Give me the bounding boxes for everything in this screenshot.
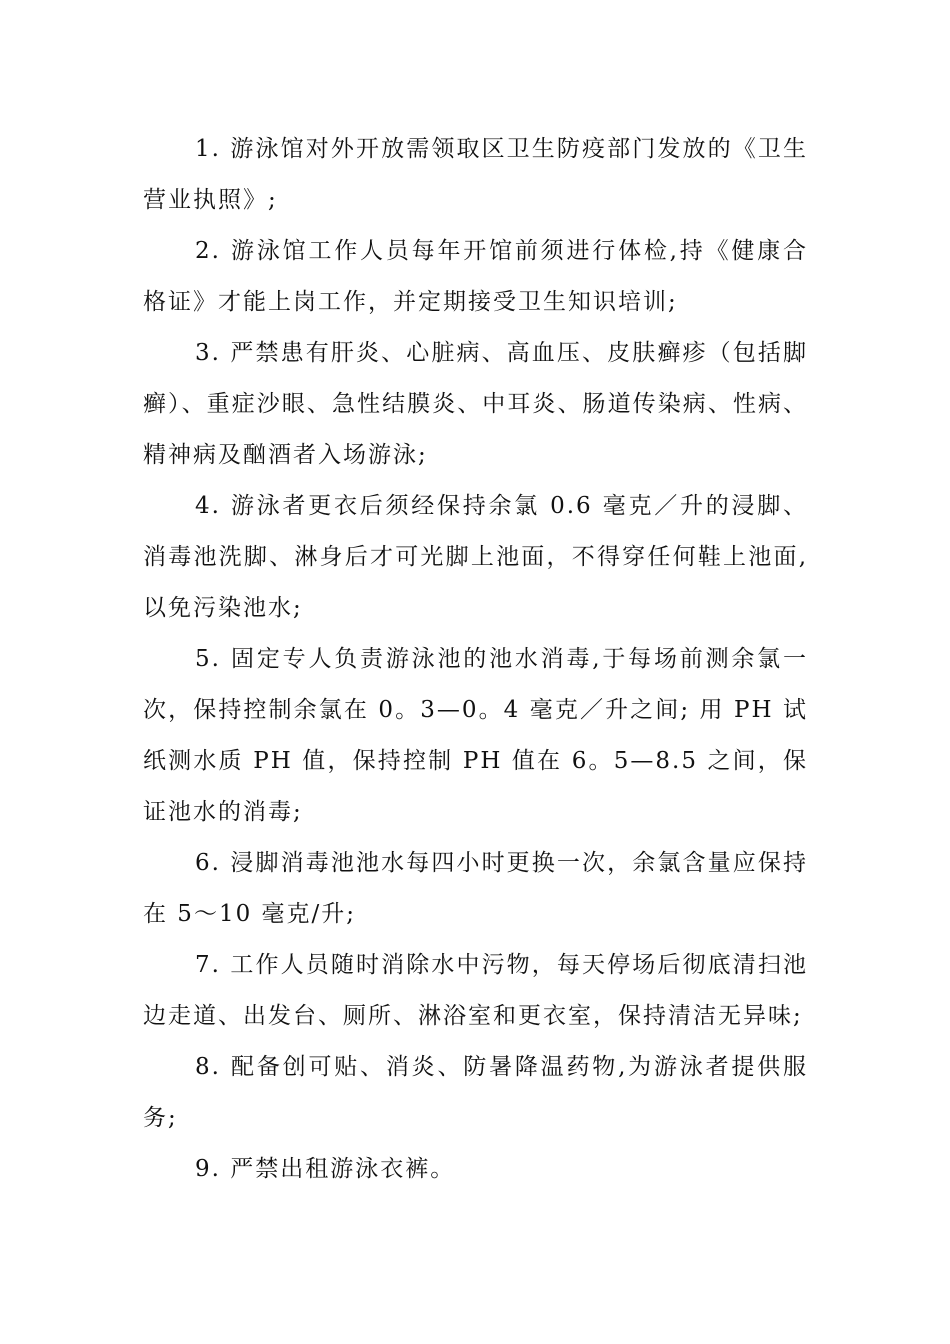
- regulation-item-7: 7. 工作人员随时消除水中污物，每天停场后彻底清扫池边走道、出发台、厕所、淋浴室和更衣室，保持清洁无异味;: [143, 952, 808, 1029]
- regulation-item-4: 4. 游泳者更衣后须经保持余氯 0.6 毫克／升的浸脚、消毒池洗脚、淋身后才可光脚上池面，不得穿任何鞋上池面,以免污染池水;: [143, 493, 808, 621]
- regulation-item-2: 2. 游泳馆工作人员每年开馆前须进行体检,持《健康合格证》才能上岗工作，并定期接受卫生知识培训;: [143, 238, 808, 315]
- regulation-item-3: 3. 严禁患有肝炎、心脏病、高血压、皮肤癣疹（包括脚癣）、重症沙眼、急性结膜炎、中耳炎、肠道传染病、性病、精神病及酗酒者入场游泳;: [143, 340, 808, 468]
- regulation-item-5: 5. 固定专人负责游泳池的池水消毒,于每场前测余氯一次，保持控制余氯在 0。3—0。4 毫克／升之间; 用 PH 试纸测水质 PH 值，保持控制 PH 值在 6。5—8.5 之间，保证池水的消毒;: [143, 646, 808, 825]
- regulation-item-9: 9. 严禁出租游泳衣裤。: [195, 1156, 456, 1182]
- regulation-item-8: 8. 配备创可贴、消炎、防暑降温药物,为游泳者提供服务;: [143, 1054, 808, 1131]
- regulation-item-6: 6. 浸脚消毒池池水每四小时更换一次，余氯含量应保持在 5～10 毫克/升;: [143, 850, 808, 927]
- regulations-list: [143, 124, 808, 1195]
- regulation-item-1: 1. 游泳馆对外开放需领取区卫生防疫部门发放的《卫生营业执照》;: [143, 136, 808, 213]
